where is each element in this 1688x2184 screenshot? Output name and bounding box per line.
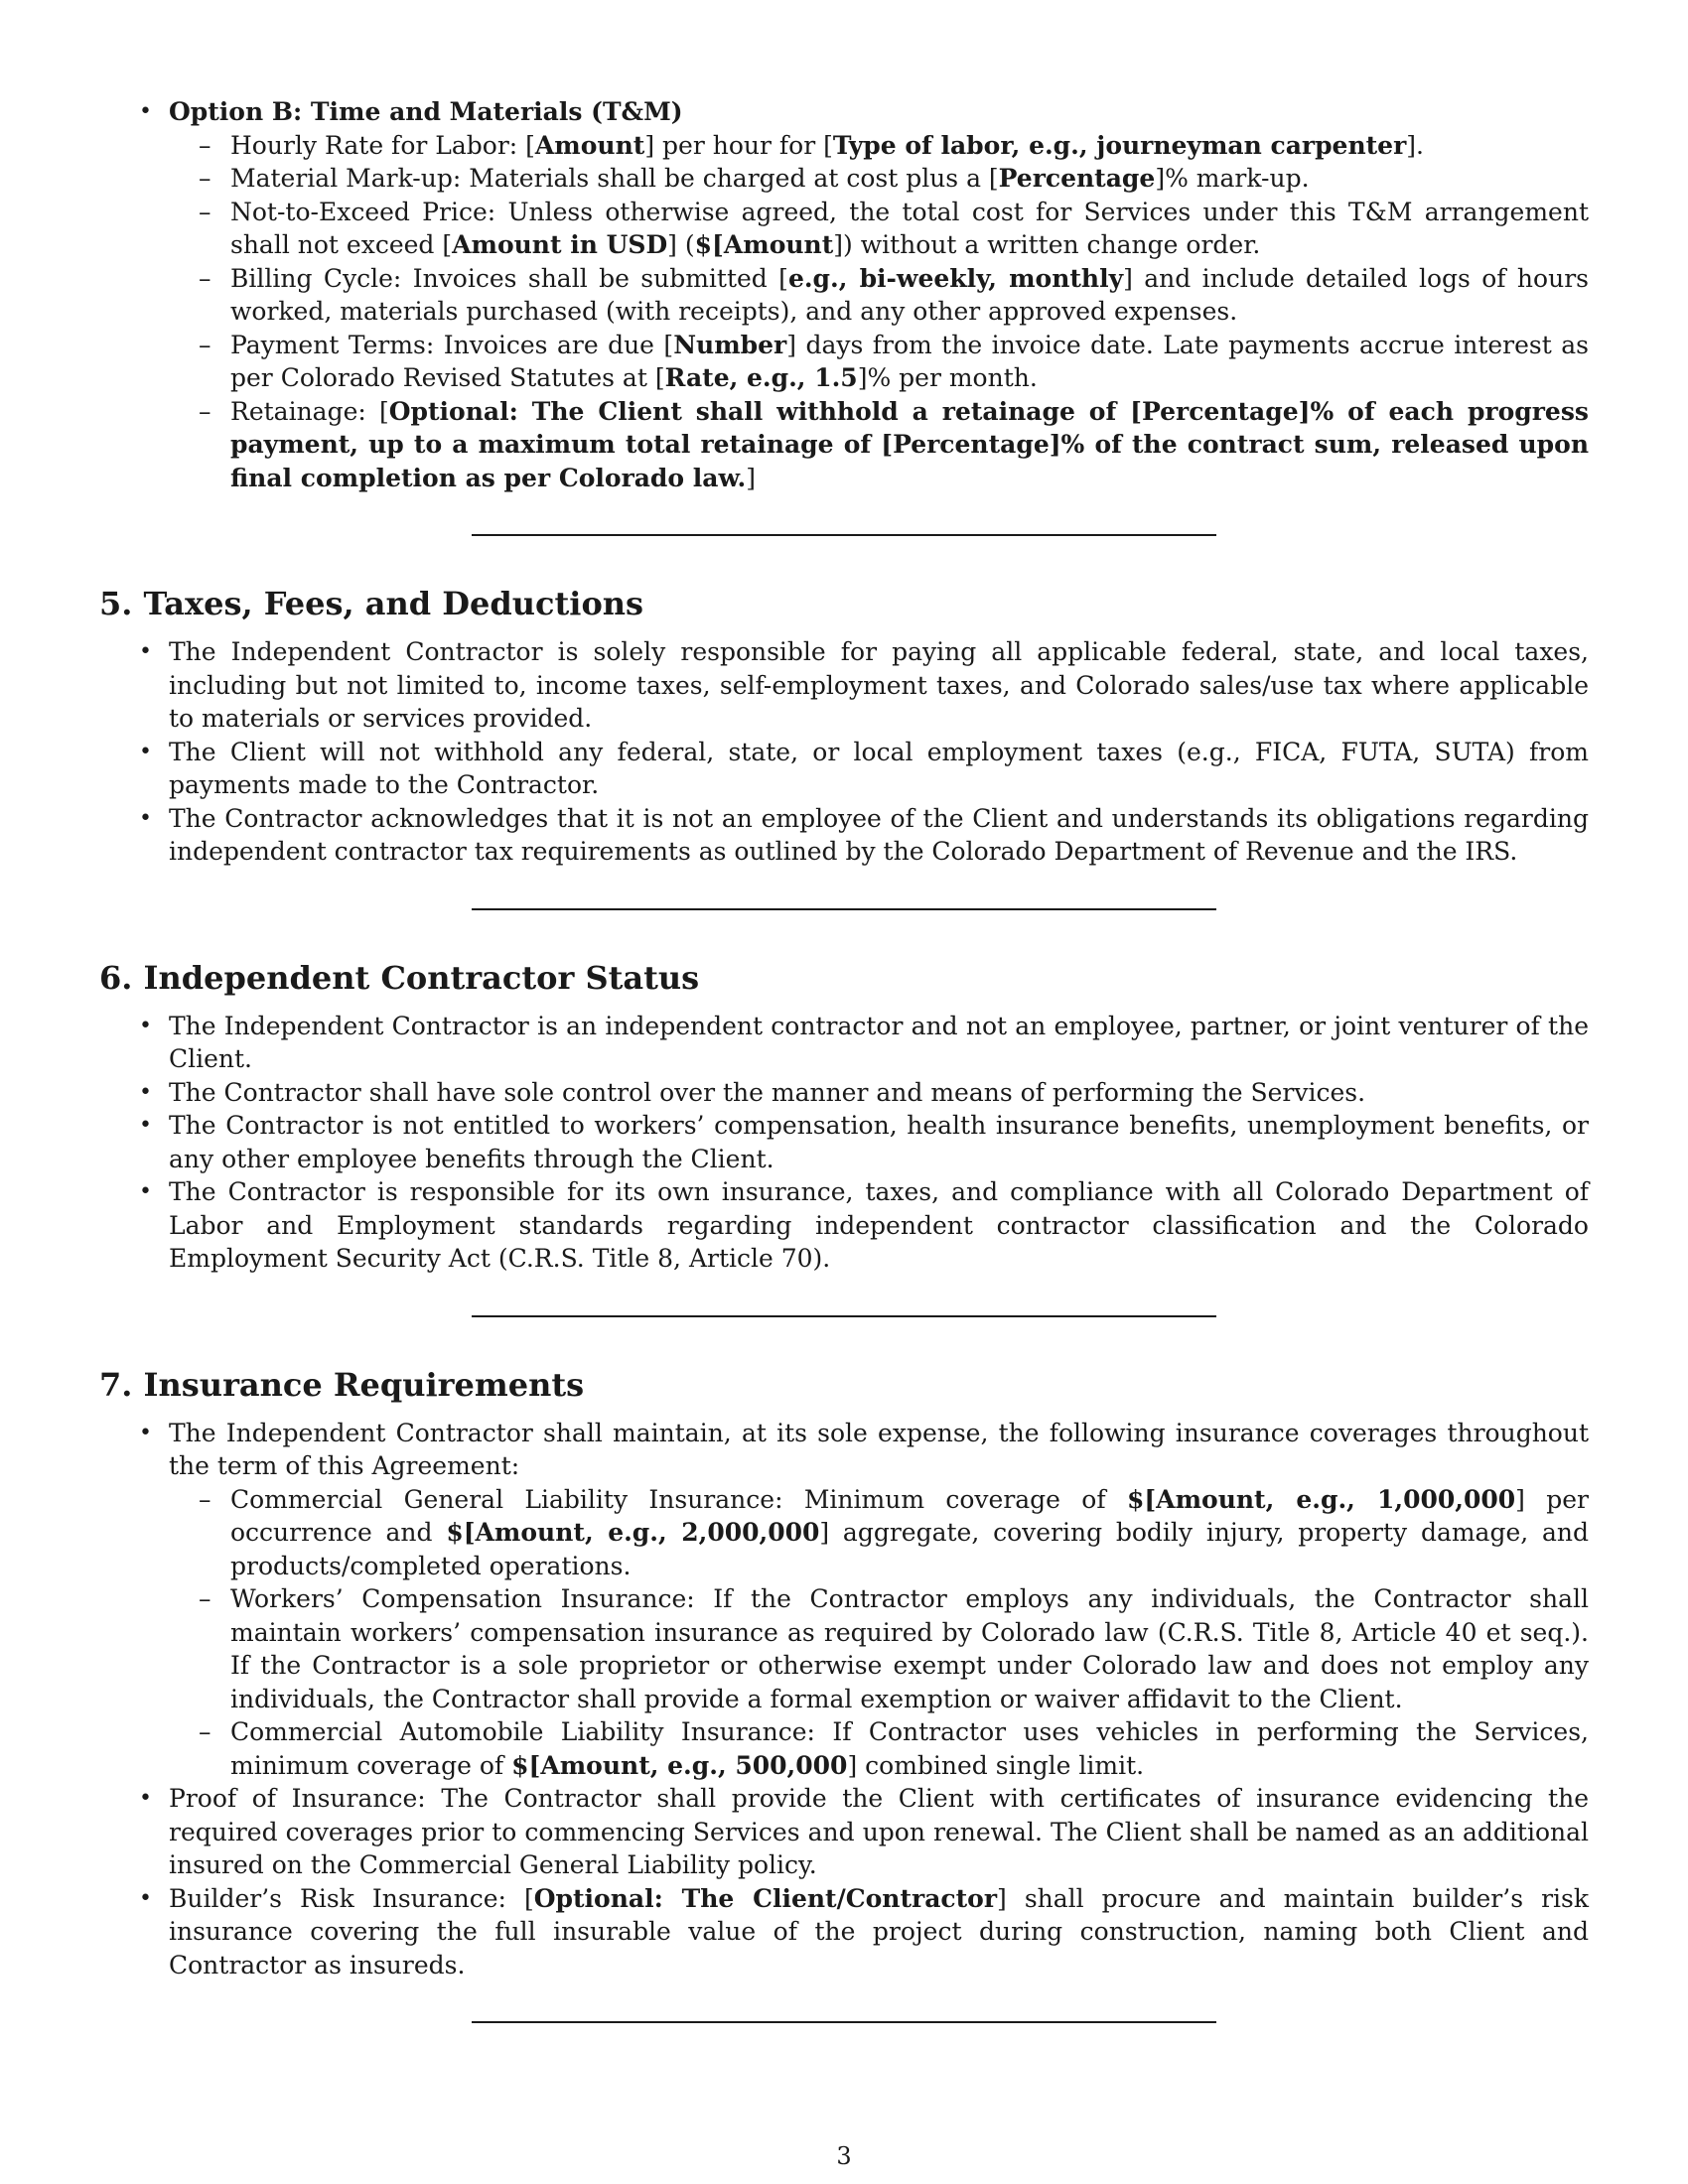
- section-5-list: [99, 635, 1589, 869]
- list-item: • The Contractor shall have sole control over the manner and means of performing the Services.: [99, 1076, 1589, 1110]
- list-item: – Material Mark-up: Materials shall be charged at cost plus a [Percentage]% mark-up.: [169, 162, 1589, 196]
- section-divider: [472, 2021, 1216, 2023]
- page-number: 3: [836, 2142, 852, 2170]
- list-item: • The Contractor acknowledges that it is not an employee of the Client and understands its obligations regarding independent contractor tax requirements as outlined by the Colorado Department of Revenue and the IRS.: [99, 802, 1589, 869]
- list-item: – Hourly Rate for Labor: [Amount] per hour for [Type of labor, e.g., journeyman carpenter].: [169, 129, 1589, 163]
- list-item: • Proof of Insurance: The Contractor shall provide the Client with certificates of insurance evidencing the required coverages prior to commencing Services and upon renewal. The Client shall be named as an additional insured on the Commercial General Liability policy.: [99, 1782, 1589, 1882]
- option-b-heading: Option B: Time and Materials (T&M): [169, 97, 683, 126]
- option-b-sublist: [169, 129, 1589, 495]
- insurance-sublist: [169, 1483, 1589, 1783]
- section-divider: [472, 534, 1216, 536]
- section-divider: [472, 908, 1216, 910]
- section-5-title: 5. Taxes, Fees, and Deductions: [99, 585, 644, 622]
- list-item: • The Independent Contractor is solely responsible for paying all applicable federal, state, and local taxes, including but not limited to, income taxes, self-employment taxes, and Colorado sales/use tax where applicable to materials or services provided.: [99, 635, 1589, 736]
- section-6-list: [99, 1010, 1589, 1276]
- section-7-list: [99, 1417, 1589, 1982]
- list-item: – Commercial General Liability Insurance: Minimum coverage of $[Amount, e.g., 1,000,000] per occurrence and $[Amount, e.g., 2,000,000] aggregate, covering bodily injury, property damage, and products/completed operations.: [169, 1483, 1589, 1583]
- list-item: – Not-to-Exceed Price: Unless otherwise agreed, the total cost for Services under this T&M arrangement shall not exceed [Amount in USD] ($[Amount]) without a written change order.: [169, 196, 1589, 262]
- section-7-title: 7. Insurance Requirements: [99, 1365, 585, 1404]
- option-b-list: [99, 95, 1589, 494]
- list-item: – Billing Cycle: Invoices shall be submitted [e.g., bi-weekly, monthly] and include detailed logs of hours worked, materials purchased (with receipts), and any other approved expenses.: [169, 262, 1589, 329]
- list-item: • The Client will not withhold any federal, state, or local employment taxes (e.g., FICA, FUTA, SUTA) from payments made to the Contractor.: [99, 736, 1589, 802]
- section-divider: [472, 1315, 1216, 1317]
- section-6-title: 6. Independent Contractor Status: [99, 958, 700, 997]
- document-page: [99, 95, 1589, 2023]
- list-item: [99, 1417, 1589, 1783]
- insurance-intro: The Independent Contractor shall maintain, at its sole expense, the following insurance coverages throughout the term of this Agreement:: [169, 1418, 1589, 1480]
- list-item: [99, 95, 1589, 494]
- list-item: • The Contractor is responsible for its own insurance, taxes, and compliance with all Colorado Department of Labor and Employment standards regarding independent contractor classification and the Colorado Employment Security Act (C.R.S. Title 8, Article 70).: [99, 1175, 1589, 1276]
- list-item: – Payment Terms: Invoices are due [Number] days from the invoice date. Late payments accrue interest as per Colorado Revised Statutes at [Rate, e.g., 1.5]% per month.: [169, 329, 1589, 395]
- list-item: – Workers’ Compensation Insurance: If the Contractor employs any individuals, the Contractor shall maintain workers’ compensation insurance as required by Colorado law (C.R.S. Title 8, Article 40 et seq.). If the Contractor is a sole proprietor or otherwise exempt under Colorado law and does not employ any individuals, the Contractor shall provide a formal exemption or waiver affidavit to the Client.: [169, 1582, 1589, 1715]
- list-item: • The Independent Contractor is an independent contractor and not an employee, partner, or joint venturer of the Client.: [99, 1010, 1589, 1076]
- list-item: • The Contractor is not entitled to workers’ compensation, health insurance benefits, unemployment benefits, or any other employee benefits through the Client.: [99, 1109, 1589, 1175]
- list-item: • Builder’s Risk Insurance: [Optional: The Client/Contractor] shall procure and maintain builder’s risk insurance covering the full insurable value of the project during construction, naming both Client and Contractor as insureds.: [99, 1882, 1589, 1982]
- list-item: – Retainage: [Optional: The Client shall withhold a retainage of [Percentage]% of each progress payment, up to a maximum total retainage of [Percentage]% of the contract sum, released upon final completion as per Colorado law.]: [169, 395, 1589, 495]
- list-item: – Commercial Automobile Liability Insurance: If Contractor uses vehicles in performing the Services, minimum coverage of $[Amount, e.g., 500,000] combined single limit.: [169, 1715, 1589, 1782]
